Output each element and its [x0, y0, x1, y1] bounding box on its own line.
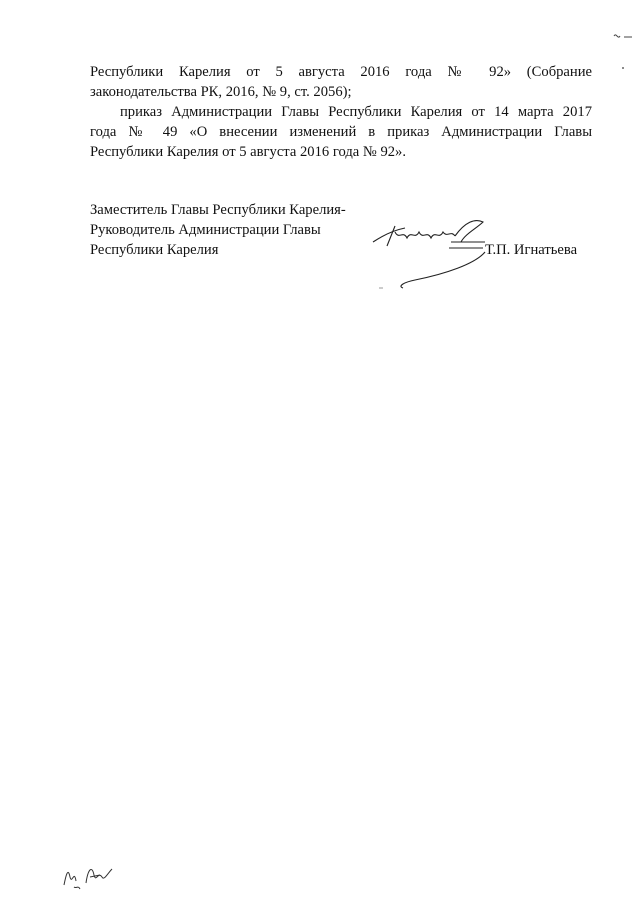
signer-position-line3: Республики Карелия: [90, 242, 219, 258]
paragraph-legislation-reference: [90, 62, 592, 102]
handwritten-signature: [365, 212, 505, 297]
corner-handwritten-mark: [612, 28, 636, 42]
margin-dot: [621, 66, 625, 70]
signer-position-line2: Руководитель Администрации Главы: [90, 222, 321, 238]
signer-name: Т.П. Игнатьева: [485, 242, 578, 258]
paragraph2-line3: Республики Карелия от 5 августа 2016 года № 92».: [90, 144, 406, 160]
signer-position-line1: Заместитель Главы Республики Карелия-: [90, 202, 346, 218]
handwritten-initials: [60, 855, 115, 895]
paragraph2-line2: года № 49 «О внесении изменений в приказ Администрации Главы: [90, 124, 592, 140]
signer-position: [90, 200, 346, 260]
paragraph-order-reference: [90, 102, 592, 162]
paragraph2-line1: приказ Администрации Главы Республики Карелия от 14 марта 2017: [120, 104, 592, 120]
paragraph1-line1: Республики Карелия от 5 августа 2016 года № 92» (Собрание: [90, 64, 592, 80]
paragraph1-line2: законодательства РК, 2016, № 9, ст. 2056);: [90, 84, 352, 100]
